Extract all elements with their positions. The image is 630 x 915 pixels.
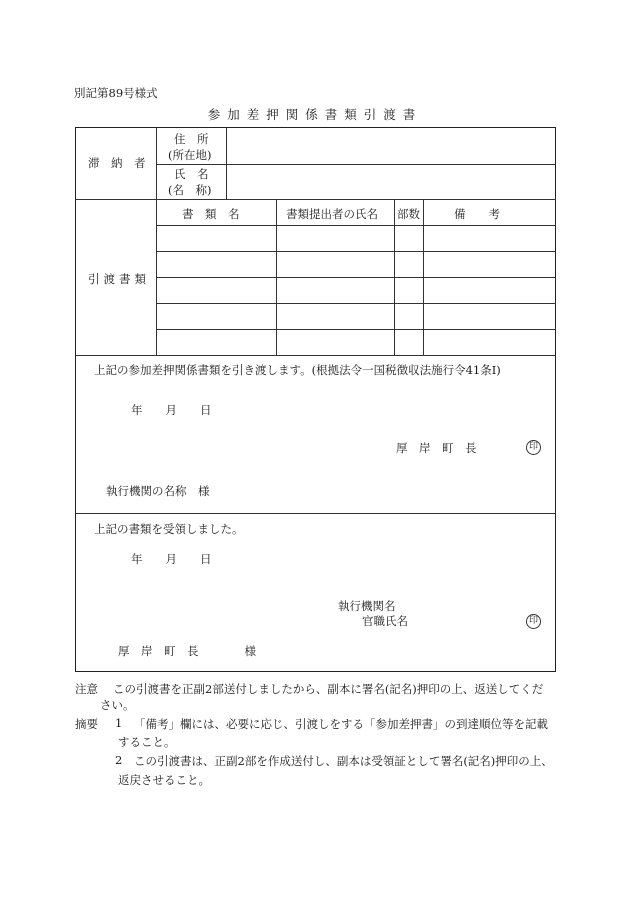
summary-item-text-continued: すること。 bbox=[118, 735, 176, 749]
caution-label: 注意 bbox=[75, 682, 98, 696]
summary-label: 摘要 bbox=[75, 717, 98, 731]
document-title: 参加差押関係書類引渡書 bbox=[207, 107, 423, 122]
column-header-document-name: 書 類 名 bbox=[182, 207, 240, 221]
receipt-date: 年 月 日 bbox=[131, 552, 212, 566]
issuer-title: 厚 岸 町 長 bbox=[396, 441, 477, 455]
section-divider-transfer bbox=[76, 513, 556, 514]
documents-label: 引渡書類 bbox=[88, 272, 150, 286]
summary-item-number: 1 bbox=[115, 716, 123, 730]
name-label: 氏 名 bbox=[174, 167, 209, 181]
transfer-date: 年 月 日 bbox=[131, 403, 212, 417]
column-header-copies: 部数 bbox=[397, 207, 420, 221]
summary-item-number: 2 bbox=[115, 753, 123, 767]
seal-mark: 印 bbox=[526, 440, 541, 455]
summary-item-text: 「備考」欄には、必要に応じ、引渡しをする「参加差押書」の到達順位等を記載 bbox=[134, 717, 548, 731]
name-sub-label: (名 称) bbox=[168, 183, 212, 197]
recipient-agency-label: 執行機関の名称 様 bbox=[106, 484, 210, 498]
summary-item-text-continued: 返戻させること。 bbox=[118, 773, 210, 787]
receipt-statement: 上記の書類を受領しました。 bbox=[94, 522, 244, 536]
column-header-submitter: 書類提出者の氏名 bbox=[286, 207, 378, 221]
section-divider-documents bbox=[76, 355, 556, 356]
receiving-agency-label: 執行機関名 bbox=[338, 599, 396, 613]
address-field[interactable] bbox=[227, 128, 555, 164]
address-sub-label: (所在地) bbox=[168, 148, 212, 162]
official-name-label: 官職氏名 bbox=[362, 614, 408, 628]
receipt-addressee: 厚 岸 町 長 様 bbox=[118, 644, 256, 658]
name-field[interactable] bbox=[227, 165, 555, 199]
summary-item-text: この引渡書は、正副2部を作成送付し、副本は受領証として署名(記名)押印の上、 bbox=[134, 754, 553, 768]
caution-text-continued: さい。 bbox=[100, 698, 135, 712]
taxpayer-label: 滞 納 者 bbox=[88, 156, 146, 170]
documents-table-body[interactable] bbox=[157, 226, 555, 354]
address-label: 住 所 bbox=[174, 132, 209, 146]
section-divider-taxpayer bbox=[76, 199, 556, 200]
column-header-remarks: 備 考 bbox=[454, 207, 500, 221]
form-frame bbox=[75, 127, 556, 672]
seal-mark: 印 bbox=[526, 614, 541, 629]
form-number: 別記第89号様式 bbox=[74, 86, 158, 100]
transfer-statement: 上記の参加差押関係書類を引き渡します。(根拠法令一国税徴収法施行令41条Ⅰ) bbox=[94, 363, 501, 377]
caution-text: この引渡書を正副2部送付しましたから、副本に署名(記名)押印の上、返送してくだ bbox=[113, 682, 544, 696]
